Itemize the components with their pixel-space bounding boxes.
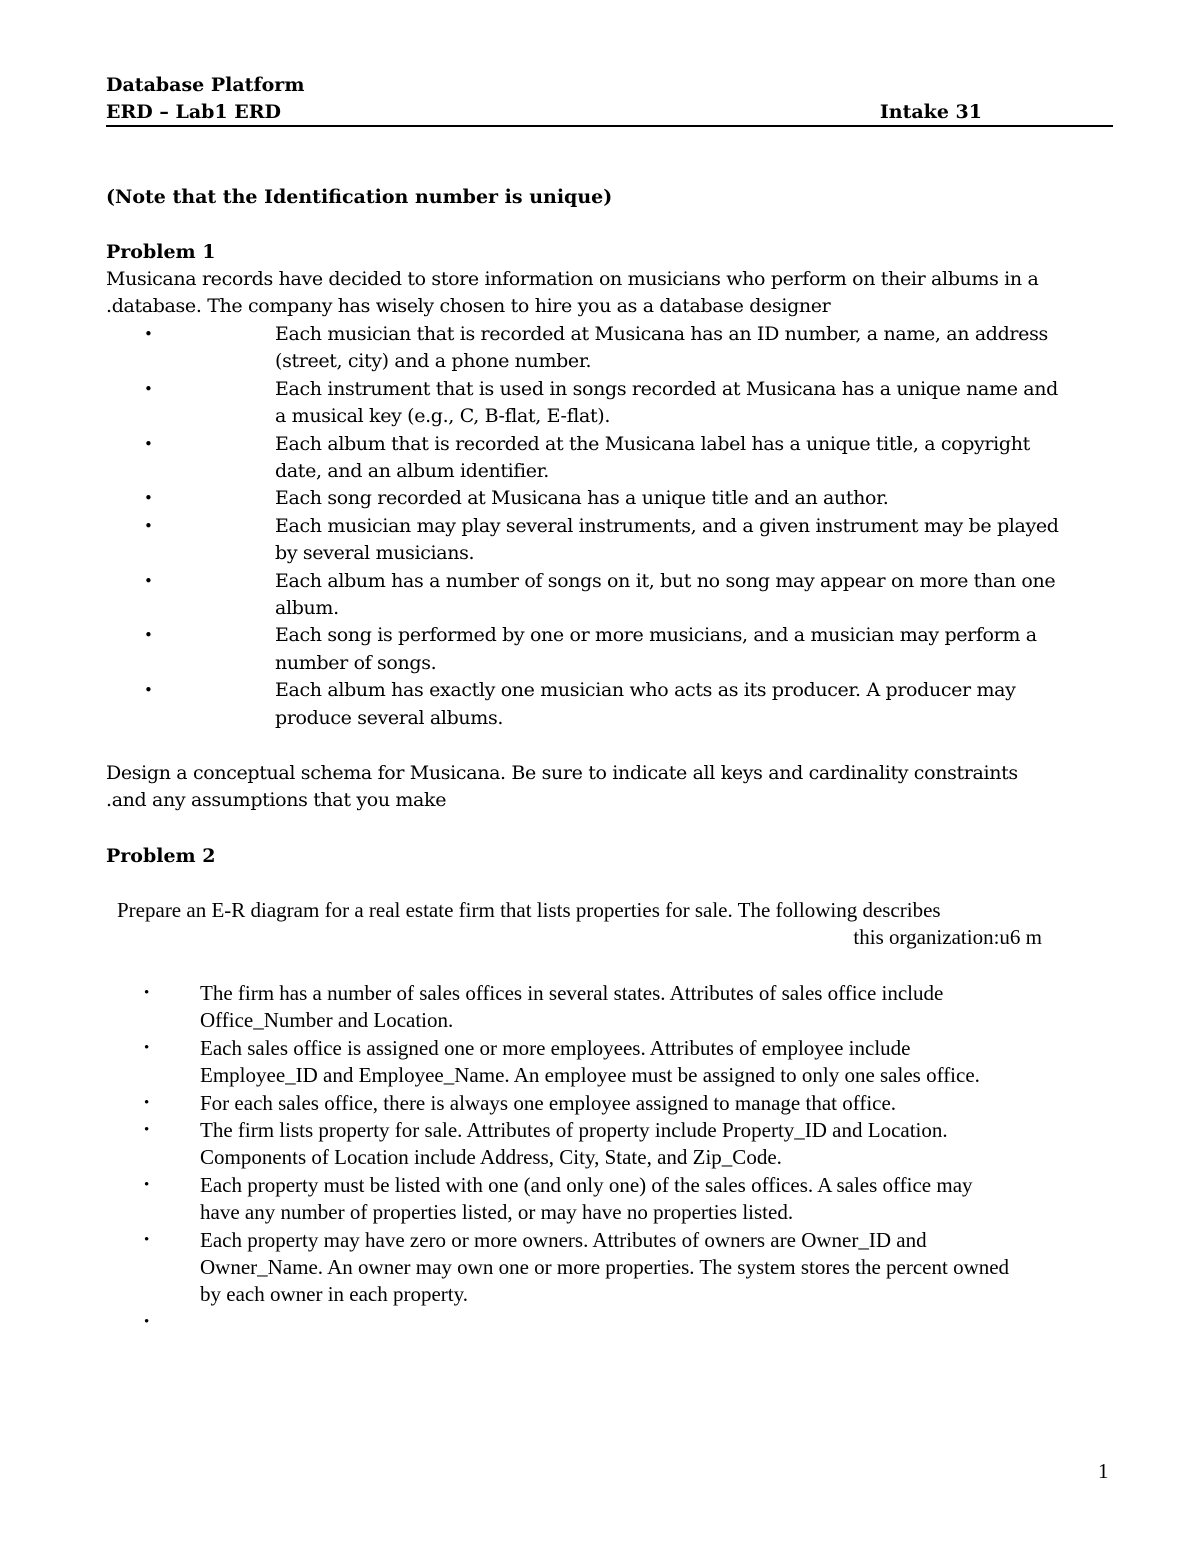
list-item-line: Each sales office is assigned one or more employees. Attributes of employee include — [200, 1035, 911, 1060]
problem2-list-item — [106, 1090, 1116, 1117]
problem1-list-item — [106, 376, 1116, 431]
problem2-list-item — [106, 1172, 1116, 1227]
list-item-line: by several musicians. — [275, 542, 475, 565]
bullet-icon: • — [144, 571, 153, 590]
list-item-line: Each property may have zero or more owners. Attributes of owners are Owner_ID and — [200, 1227, 927, 1252]
list-item-line: Each song recorded at Musicana has a unique title and an author. — [275, 487, 889, 510]
bullet-icon: • — [144, 325, 153, 343]
list-item-line: Employee_ID and Employee_Name. An employee must be assigned to only one sales office. — [200, 1063, 980, 1088]
problem1-list-item — [106, 513, 1116, 568]
list-item-line: produce several albums. — [275, 706, 504, 729]
bullet-icon: • — [144, 626, 153, 645]
problem2-intro — [117, 897, 1042, 952]
problem2-list-item — [106, 1117, 1116, 1172]
list-item-line: Components of Location include Address, City, State, and Zip_Code. — [200, 1145, 782, 1170]
bullet-icon: • — [144, 681, 153, 700]
problem2-list — [106, 980, 1116, 1336]
list-item-line: album. — [275, 597, 339, 620]
bullet-icon: • — [144, 434, 153, 453]
list-item-line: date, and an album identifier. — [275, 460, 549, 483]
list-item-line: Each song is performed by one or more musicians, and a musician may perform a — [275, 624, 1037, 647]
list-item-line: Owner_Name. An owner may own one or more properties. The system stores the percent owned — [200, 1255, 1010, 1280]
design-line: Design a conceptual schema for Musicana. Be sure to indicate all keys and cardinality constraints — [106, 762, 1018, 784]
design-line: .and any assumptions that you make — [106, 789, 447, 812]
bullet-icon: • — [144, 1231, 150, 1248]
list-item-line: The firm has a number of sales offices in several states. Attributes of sales office include — [200, 981, 944, 1005]
problem1-list-item — [106, 431, 1116, 486]
bullet-icon: • — [144, 379, 153, 398]
list-item-line: Each musician may play several instruments, and a given instrument may be played — [275, 514, 1059, 537]
intake-label: Intake 31 — [879, 101, 982, 123]
problem1-list-item — [106, 622, 1116, 677]
problem1-intro-line: Musicana records have decided to store information on musicians who perform on their albums in a — [106, 268, 1039, 290]
list-item-line: by each owner in each property. — [200, 1282, 469, 1307]
list-item-line: The firm lists property for sale. Attributes of property include Property_ID and Location. — [200, 1118, 948, 1143]
problem2-list-item — [106, 1035, 1116, 1090]
problem2-list-item — [106, 980, 1116, 1035]
header-divider — [106, 125, 1113, 127]
list-item-line: Office_Number and Location. — [200, 1008, 454, 1033]
problem1-list — [106, 321, 1116, 732]
problem2-intro-line: Prepare an E-R diagram for a real estate firm that lists properties for sale. The following describes — [117, 898, 941, 922]
problem1-intro-line: .database. The company has wisely chosen to hire you as a database designer — [106, 295, 831, 318]
problem1-list-item — [106, 677, 1116, 732]
problem1-intro — [106, 266, 1116, 321]
list-item-line: Each property must be listed with one (and only one) of the sales offices. A sales office may — [200, 1172, 973, 1197]
list-item-line: a musical key (e.g., C, B-flat, E-flat). — [275, 405, 611, 428]
bullet-icon: • — [144, 516, 153, 535]
page-number: 1 — [1098, 1459, 1109, 1483]
problem1-list-container — [106, 321, 1116, 732]
bullet-icon: • — [144, 489, 153, 508]
bullet-icon: • — [144, 1122, 150, 1139]
course-title: Database Platform — [106, 74, 305, 96]
problem1-title: Problem 1 — [106, 241, 216, 263]
list-item-line: Each album has a number of songs on it, but no song may appear on more than one — [275, 569, 1056, 592]
list-item-line: For each sales office, there is always one employee assigned to manage that office. — [200, 1090, 897, 1115]
note-text: (Note that the Identification number is unique) — [106, 186, 613, 208]
page-header — [106, 72, 1113, 126]
list-item-line: (street, city) and a phone number. — [275, 350, 592, 373]
list-item-line: Each instrument that is used in songs recorded at Musicana has a unique name and — [275, 377, 1058, 400]
problem2-list-container — [106, 980, 1116, 1336]
lab-title: ERD – Lab1 ERD — [106, 101, 282, 123]
problem1-list-item — [106, 568, 1116, 623]
problem2-list-item — [106, 1309, 1116, 1336]
problem2-list-item — [106, 1227, 1116, 1309]
header-row — [106, 99, 1113, 126]
problem1-list-item — [106, 485, 1116, 512]
list-item-line: number of songs. — [275, 651, 437, 674]
list-item-line: have any number of properties listed, or may have no properties listed. — [200, 1200, 794, 1225]
problem2-title: Problem 2 — [106, 845, 216, 867]
bullet-icon: • — [144, 1313, 150, 1330]
problem2-intro-line: this organization:u6 m — [853, 925, 1042, 950]
list-item-line: Each musician that is recorded at Musicana has an ID number, a name, an address — [275, 323, 1048, 345]
bullet-icon: • — [144, 1039, 150, 1056]
problem1-design-text — [106, 760, 1116, 815]
bullet-icon: • — [144, 1094, 150, 1111]
bullet-icon: • — [144, 985, 150, 1001]
bullet-icon: • — [144, 1176, 150, 1193]
list-item-line — [200, 1309, 1116, 1336]
list-item-line: Each album that is recorded at the Musicana label has a unique title, a copyright — [275, 432, 1030, 455]
problem1-list-item — [106, 321, 1116, 376]
list-item-line: Each album has exactly one musician who acts as its producer. A producer may — [275, 679, 1016, 702]
